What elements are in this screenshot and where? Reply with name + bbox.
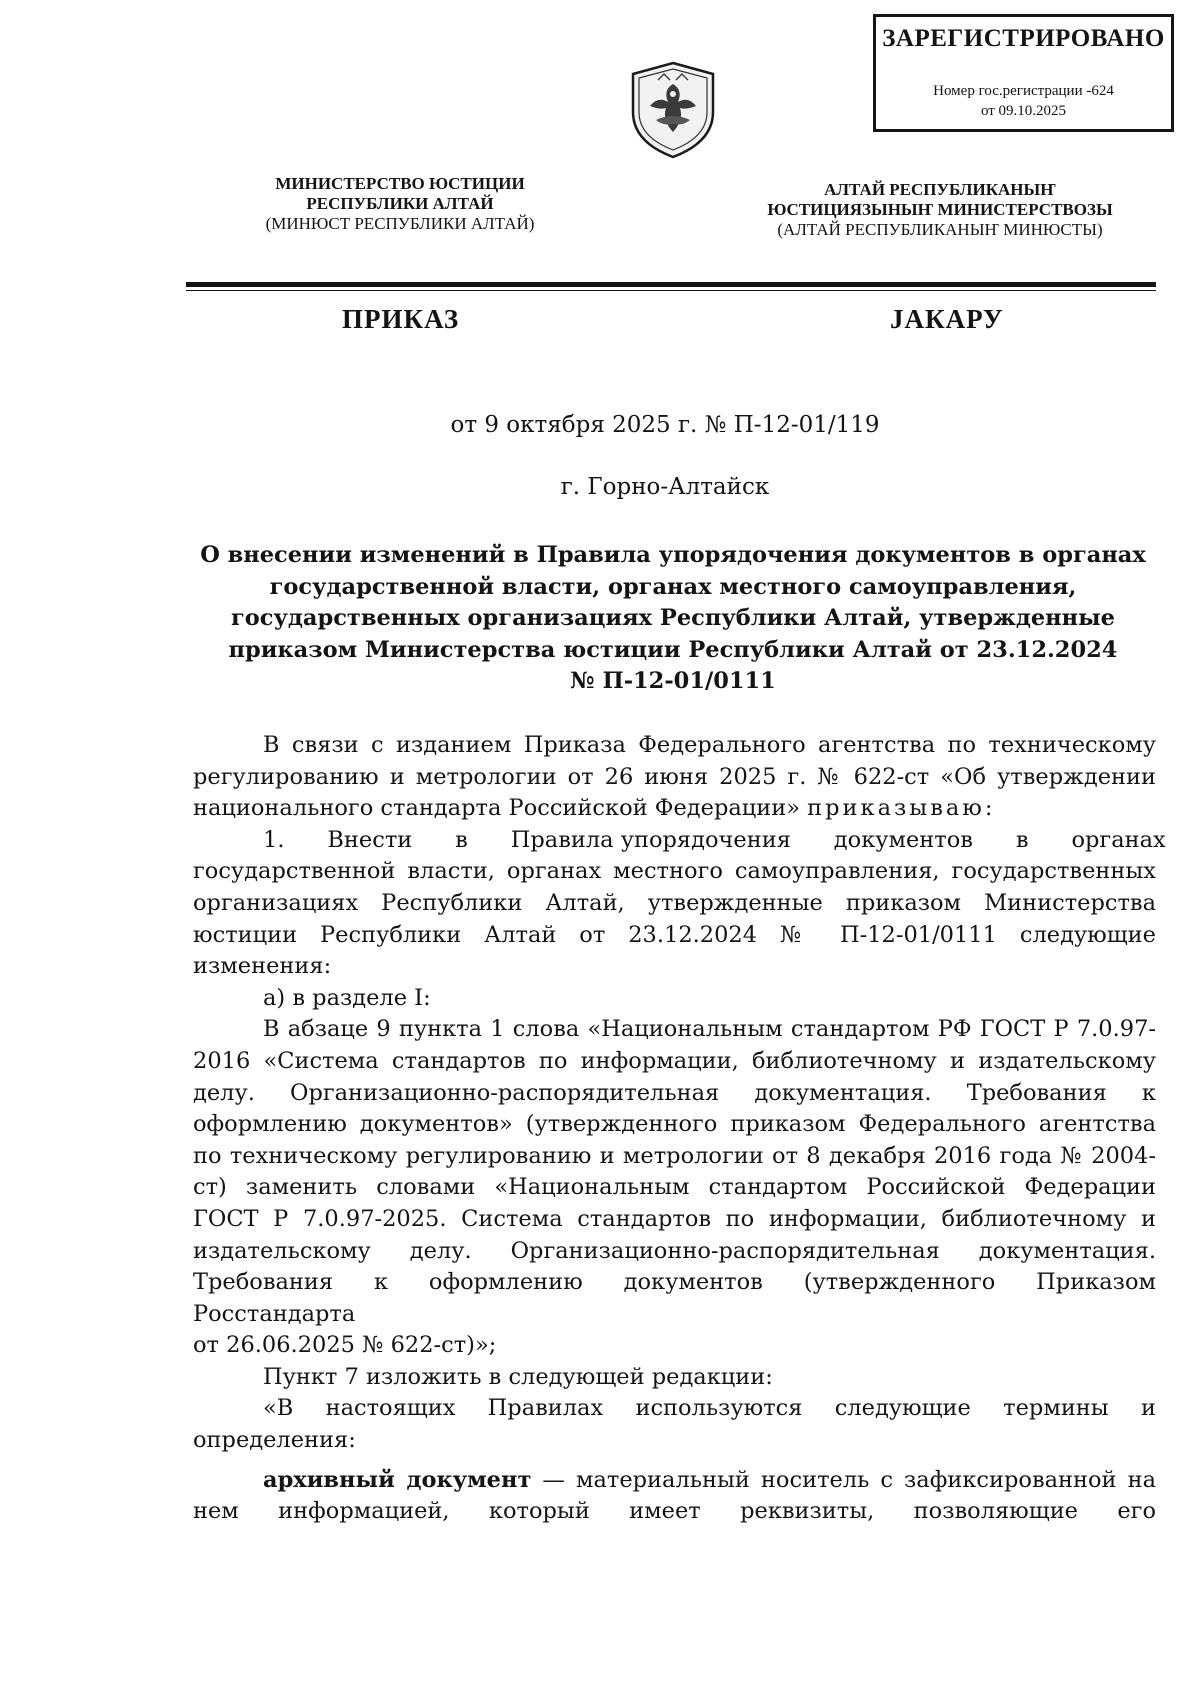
defined-term: архивный документ	[263, 1466, 532, 1493]
body-line	[193, 793, 1156, 825]
body-line: организациях Республики Алтай, утвержденные приказом Министерства	[193, 889, 1156, 916]
body-line: оформлению документов» (утвержденного приказом Федерального агентства	[193, 1111, 1156, 1138]
document-type-russian: ПРИКАЗ	[342, 304, 460, 334]
stamp-title: ЗАРЕГИСТРИРОВАНО	[882, 25, 1165, 52]
ministry-name-russian	[230, 174, 570, 234]
body-line: регулированию и метрологии от 26 июня 2025 г. № 622-ст «Об утверждении	[193, 763, 1156, 790]
ministry-name-alt-line1: АЛТАЙ РЕСПУБЛИКАНЫҤ	[824, 180, 1056, 199]
body-line: а) в разделе I:	[263, 984, 431, 1011]
body-text: — материальный носитель с зафиксированной на	[531, 1466, 1156, 1493]
body-line: издательскому делу. Организационно-распорядительная документация.	[193, 1237, 1156, 1264]
order-title-line: О внесении изменений в Правила упорядочения документов в органах	[200, 542, 1146, 568]
body-line: определения:	[193, 1427, 356, 1454]
body-line: делу. Организационно-распорядительная документация. Требования к	[193, 1079, 1156, 1106]
coat-of-arms-emblem	[628, 60, 718, 160]
body-line: по техническому регулированию и метрологии от 8 декабря 2016 года № 2004-	[193, 1142, 1156, 1169]
order-body	[193, 730, 1166, 1528]
ministry-name-ru-line2: РЕСПУБЛИКИ АЛТАЙ	[306, 194, 494, 213]
body-line: государственной власти, органах местного самоуправления, государственных	[193, 858, 1156, 885]
body-line	[193, 1465, 1156, 1497]
ministry-name-altai	[740, 180, 1140, 240]
body-line: В связи с изданием Приказа Федерального агентства по техническому	[263, 732, 1156, 758]
header-rule-thin	[186, 290, 1156, 291]
ministry-name-alt-line2: ЮСТИЦИЯЗЫНЫҤ МИНИСТЕРСТВОЗЫ	[767, 200, 1113, 219]
body-line: юстиции Республики Алтай от 23.12.2024 № П-12-01/0111 следующие	[193, 921, 1156, 948]
body-text: национального стандарта Российской Федерации»	[193, 795, 808, 822]
order-title-line: государственных организациях Республики Алтай, утвержденные	[231, 605, 1115, 631]
body-line: 2016 «Система стандартов по информации, библиотечному и издательскому	[193, 1047, 1156, 1074]
body-line: ст) заменить словами «Национальным стандартом Российской Федерации	[193, 1174, 1156, 1201]
order-title	[190, 540, 1156, 698]
order-date-number: от 9 октября 2025 г. № П-12-01/119	[450, 412, 880, 438]
ministry-name-ru-line1: МИНИСТЕРСТВО ЮСТИЦИИ	[275, 174, 525, 193]
header-rule-thick	[186, 282, 1156, 287]
stamp-registration-number: Номер гос.регистрации -624	[933, 83, 1114, 99]
paragraph-gap	[193, 1457, 1156, 1465]
order-city: г. Горно-Алтайск	[560, 474, 770, 500]
ministry-name-ru-short: (МИНЮСТ РЕСПУБЛИКИ АЛТАЙ)	[265, 214, 535, 233]
body-line: Пункт 7 изложить в следующей редакции:	[263, 1363, 773, 1390]
registration-stamp	[873, 14, 1174, 132]
document-type-altai: ЈАКАРУ	[890, 304, 1004, 334]
body-line: Требования к оформлению документов (утвержденного Приказом Росстандарта	[193, 1269, 1156, 1327]
stamp-registration-date: от 09.10.2025	[980, 103, 1067, 119]
body-spaced-word: приказываю:	[807, 795, 996, 822]
body-line: от 26.06.2025 № 622-ст)»;	[193, 1332, 497, 1359]
body-line: нем информацией, который имеет реквизиты, позволяющие его	[193, 1498, 1156, 1525]
body-line: «В настоящих Правилах используются следующие термины и	[263, 1395, 1156, 1422]
ministry-name-alt-short: (АЛТАЙ РЕСПУБЛИКАНЫҤ МИНЮСТЫ)	[777, 220, 1103, 239]
body-line: ГОСТ Р 7.0.97-2025. Система стандартов по информации, библиотечному и	[193, 1205, 1156, 1232]
order-title-line: № П-12-01/0111	[570, 668, 776, 694]
body-line: 1. Внести в Правила упорядочения документов в органах	[263, 826, 1166, 853]
order-title-line: государственной власти, органах местного самоуправления,	[269, 573, 1077, 600]
body-line: В абзаце 9 пункта 1 слова «Национальным стандартом РФ ГОСТ Р 7.0.97-	[263, 1016, 1156, 1043]
body-line: изменения:	[193, 953, 332, 980]
order-title-line: приказом Министерства юстиции Республики Алтай от 23.12.2024	[228, 636, 1118, 663]
